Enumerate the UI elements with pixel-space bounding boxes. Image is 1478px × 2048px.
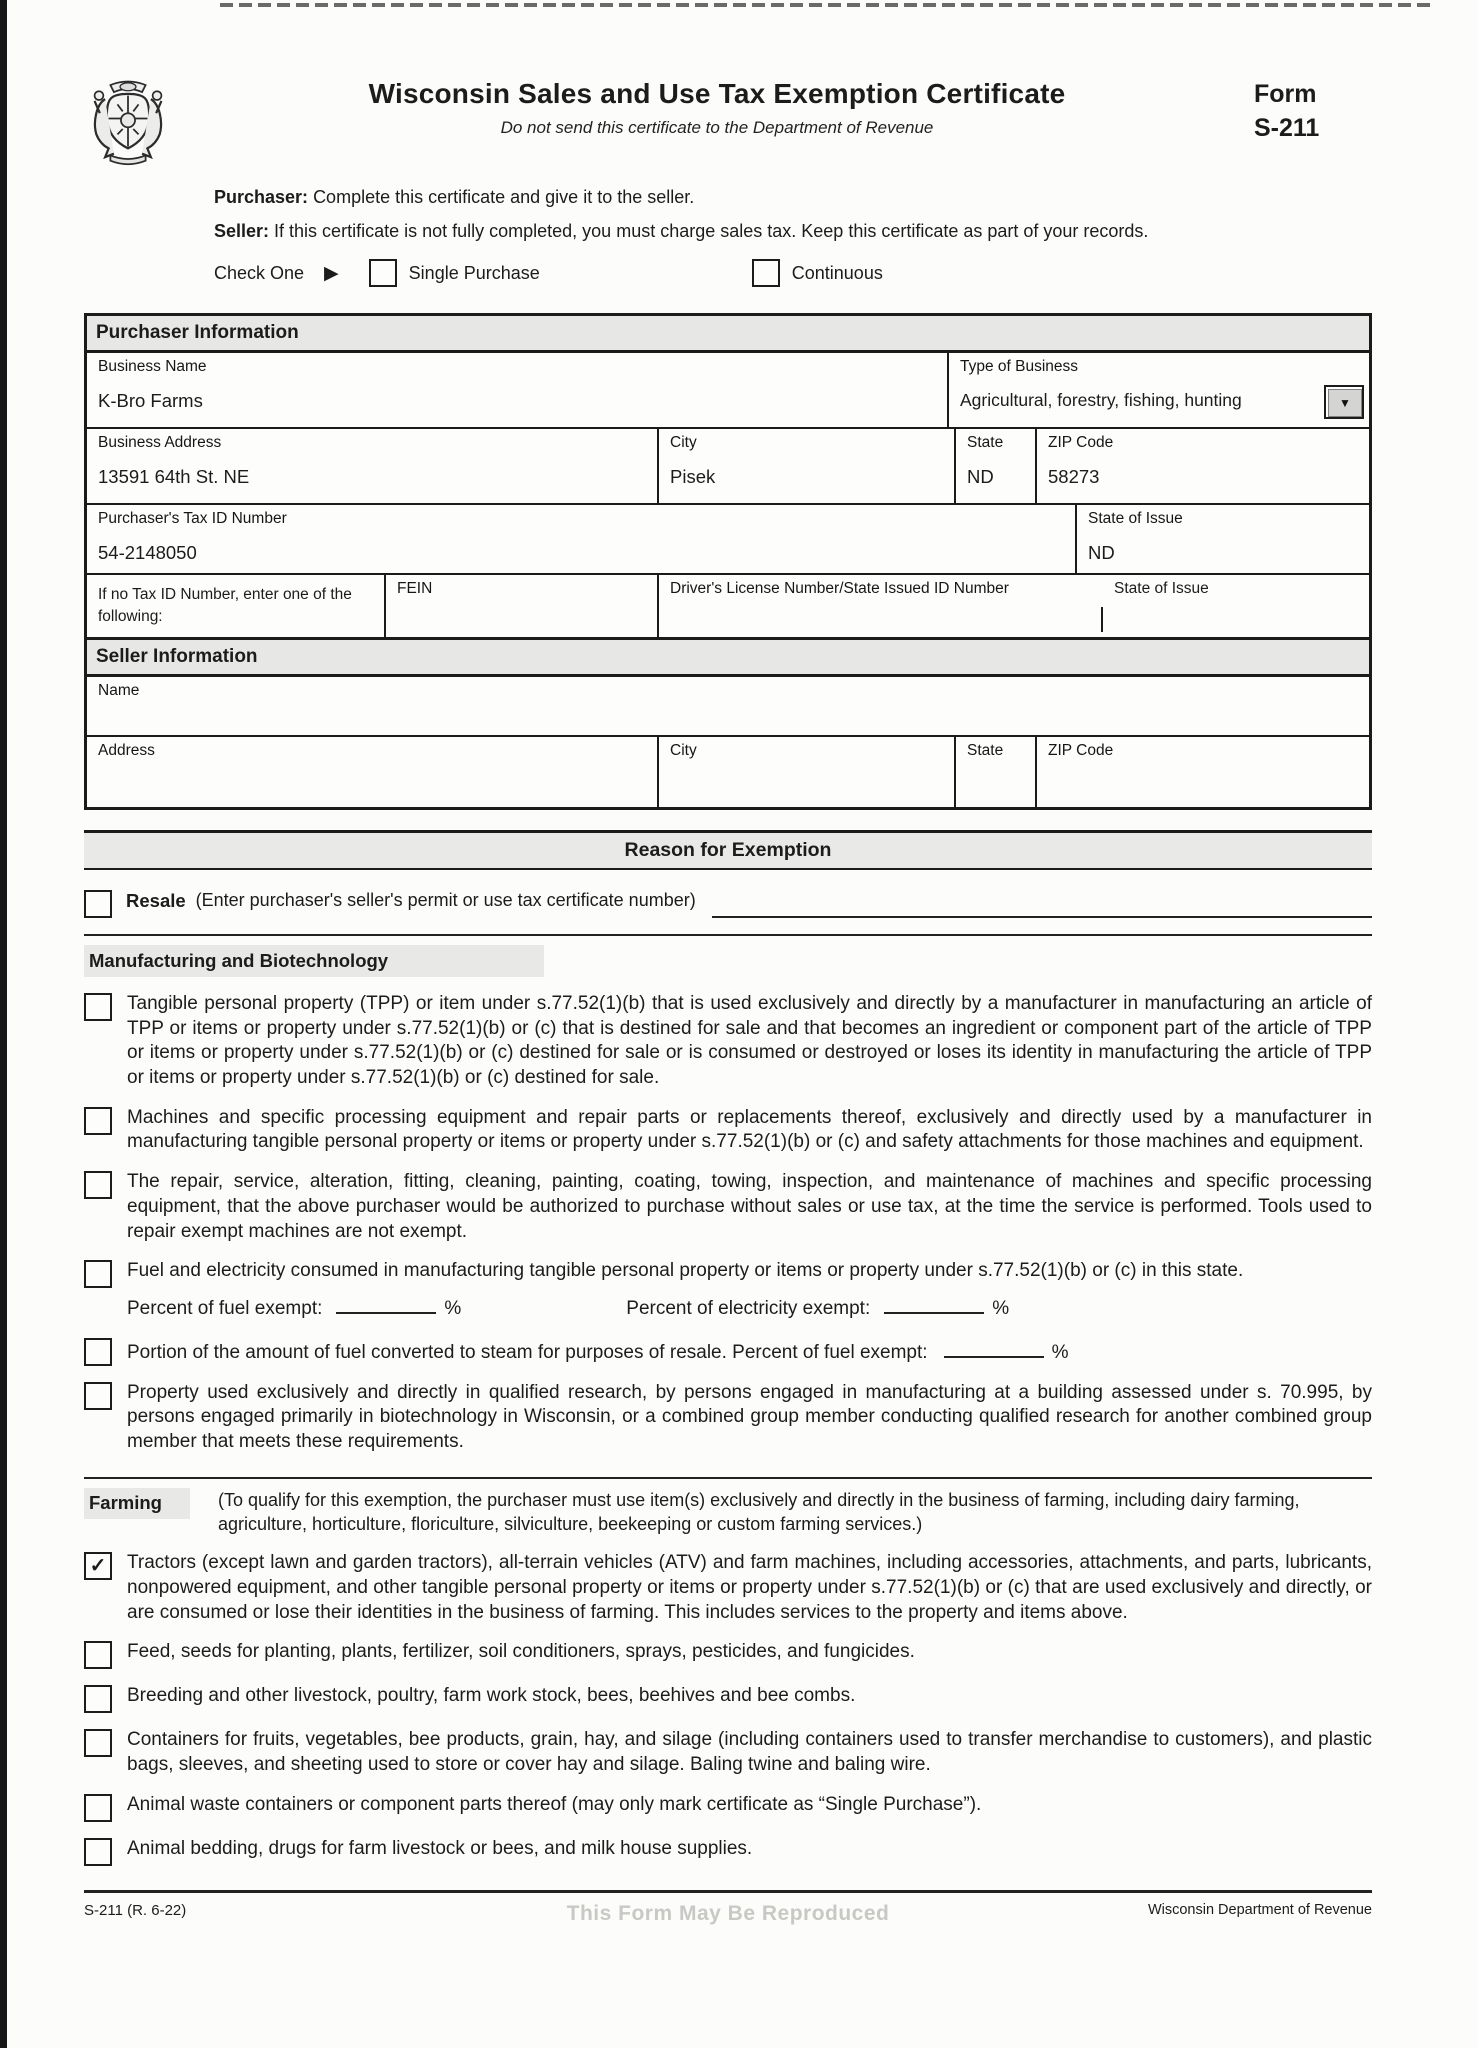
farming-item-checkbox-checked[interactable] — [84, 1552, 112, 1580]
tax-id-cell[interactable] — [87, 505, 1075, 573]
city-label: City — [670, 434, 697, 451]
manufacturing-item — [84, 992, 1372, 1091]
section-divider — [84, 934, 1372, 936]
state-cell[interactable] — [954, 429, 1035, 503]
zip-value[interactable]: 58273 — [1048, 466, 1100, 487]
manufacturing-item — [84, 1381, 1372, 1455]
checkmark: ✓ — [89, 1555, 107, 1578]
percent-fuel-blank[interactable] — [944, 1337, 1044, 1358]
manufacturing-item — [84, 1170, 1372, 1244]
seller-zip-label: ZIP Code — [1048, 742, 1114, 759]
type-of-business-cell — [947, 353, 1369, 427]
seller-name-label: Name — [98, 682, 140, 699]
seller-zip-cell[interactable] — [1035, 737, 1369, 807]
farming-item-checkbox[interactable] — [84, 1794, 112, 1822]
section-divider — [84, 1477, 1372, 1479]
manufacturing-item-checkbox[interactable] — [84, 1260, 112, 1288]
purchaser-information-table — [84, 313, 1372, 640]
table-row — [87, 429, 1369, 505]
farming-item — [84, 1837, 1372, 1866]
footer-reproduce-note: This Form May Be Reproduced — [566, 1901, 890, 1925]
purchaser-information-header: Purchaser Information — [87, 316, 1369, 353]
manufacturing-item — [84, 1259, 1372, 1321]
state-of-issue-label: State of Issue — [1088, 510, 1183, 527]
check-one-label: Check One — [214, 262, 305, 283]
seller-instruction-text: If this certificate is not fully completed, you must charge sales tax. Keep this certificate as part of your records. — [274, 221, 1149, 241]
city-value[interactable]: Pisek — [670, 466, 716, 487]
continuous-label: Continuous — [791, 262, 883, 283]
percent-fuel-label: Percent of fuel exempt: — [127, 1297, 323, 1319]
single-purchase-checkbox[interactable] — [369, 259, 397, 287]
seller-name-cell[interactable] — [87, 677, 1369, 735]
form-label: Form — [1254, 80, 1317, 108]
seller-state-cell[interactable] — [954, 737, 1035, 807]
instructions — [214, 187, 1372, 287]
purchaser-instruction-text: Complete this certificate and give it to the seller. — [313, 187, 695, 207]
business-name-cell[interactable] — [87, 353, 947, 427]
resale-label: Resale — [126, 890, 186, 911]
seller-state-label: State — [967, 742, 1004, 759]
dl-state-of-issue-label: State of Issue — [1114, 580, 1209, 597]
manufacturing-item-checkbox[interactable] — [84, 1382, 112, 1410]
business-address-cell[interactable] — [87, 429, 657, 503]
business-address-label: Business Address — [98, 434, 222, 451]
tax-id-value[interactable]: 54-2148050 — [98, 542, 197, 563]
fuel-electricity-text: Fuel and electricity consumed in manufacturing tangible personal property or items or property under s.77.52(1)(b) or (c) in this state. — [127, 1260, 1244, 1282]
reason-for-exemption-header: Reason for Exemption — [84, 830, 1372, 870]
farming-item — [84, 1640, 1372, 1669]
percent-sign: % — [1051, 1341, 1069, 1363]
farming-section-header-row — [84, 1488, 1372, 1537]
footer-agency: Wisconsin Department of Revenue — [1147, 1901, 1372, 1918]
state-of-issue-cell[interactable] — [1075, 505, 1369, 573]
farming-item-checkbox[interactable] — [84, 1685, 112, 1713]
fein-label: FEIN — [397, 580, 433, 597]
farming-intro-text: (To qualify for this exemption, the purchaser must use item(s) exclusively and directly in the business of farming, including dairy farming, agriculture, horticulture, floriculture, silviculture, beekeeping or custom farming services.) — [217, 1489, 1300, 1534]
table-row — [87, 353, 1369, 429]
resale-item — [84, 890, 1372, 918]
manufacturing-item-checkbox[interactable] — [84, 1338, 112, 1366]
state-label: State — [967, 434, 1004, 451]
seller-address-label: Address — [98, 742, 155, 759]
continuous-checkbox[interactable] — [752, 259, 780, 287]
percent-sign: % — [444, 1297, 462, 1319]
percent-electricity-blank[interactable] — [884, 1293, 984, 1314]
seller-city-label: City — [670, 742, 697, 759]
table-row — [87, 737, 1369, 807]
farming-section-header: Farming — [84, 1488, 190, 1519]
manufacturing-item-text — [127, 1337, 1372, 1366]
steam-resale-text: Portion of the amount of fuel converted to steam for purposes of resale. Percent of fuel exempt: — [127, 1341, 928, 1363]
type-of-business-value[interactable]: Agricultural, forestry, fishing, hunting — [960, 390, 1242, 410]
percent-electricity-label: Percent of electricity exempt: — [626, 1297, 871, 1319]
farming-item-checkbox[interactable] — [84, 1838, 112, 1866]
table-row — [87, 505, 1369, 575]
drivers-license-label: Driver's License Number/State Issued ID Number — [670, 580, 1009, 597]
zip-label: ZIP Code — [1048, 434, 1114, 451]
manufacturing-item-text — [127, 1259, 1372, 1321]
manufacturing-item-checkbox[interactable] — [84, 1171, 112, 1199]
farming-item-checkbox[interactable] — [84, 1641, 112, 1669]
farming-item-checkbox[interactable] — [84, 1729, 112, 1757]
manufacturing-item-text: Property used exclusively and directly in qualified research, by persons engaged in manufacturing at a building assessed under s. 70.995, by persons engaged primarily in biotechnology in Wisconsin, or a combined group member conducting qualified research for another combined group member that meets these requirements. — [127, 1381, 1372, 1452]
manufacturing-section-header: Manufacturing and Biotechnology — [84, 945, 544, 977]
single-purchase-label: Single Purchase — [408, 262, 540, 283]
type-of-business-dropdown[interactable] — [1324, 385, 1364, 419]
percent-sign: % — [992, 1297, 1010, 1319]
chevron-down-icon[interactable]: ▼ — [1328, 389, 1362, 417]
farming-item-text: Animal waste containers or component parts thereof (may only mark certificate as “Single Purchase”). — [127, 1793, 982, 1815]
farming-item — [84, 1793, 1372, 1822]
table-row — [87, 575, 1369, 637]
form-number: S-211 — [1254, 113, 1320, 142]
page-subtitle: Do not send this certificate to the Department of Revenue — [500, 118, 934, 137]
footer-form-code: S-211 (R. 6-22) — [84, 1901, 187, 1919]
farming-item-text: Breeding and other livestock, poultry, farm work stock, bees, beehives and bee combs. — [127, 1685, 856, 1707]
resale-checkbox[interactable] — [84, 890, 112, 918]
city-cell[interactable] — [657, 429, 954, 503]
state-of-issue-value[interactable]: ND — [1088, 542, 1115, 563]
form-number-block — [1254, 76, 1372, 173]
form-header — [84, 76, 1372, 173]
tax-id-label: Purchaser's Tax ID Number — [98, 510, 287, 527]
seller-address-cell[interactable] — [87, 737, 657, 807]
resale-permit-number-line[interactable] — [712, 890, 1372, 918]
table-row — [87, 677, 1369, 737]
farming-item-text: Feed, seeds for planting, plants, fertilizer, soil conditioners, sprays, pesticides, and fungicides. — [127, 1641, 915, 1663]
farming-item — [84, 1728, 1372, 1777]
percent-fuel-blank[interactable] — [336, 1293, 436, 1314]
scan-edge-artifact — [0, 0, 7, 2048]
seller-information-header: Seller Information — [87, 640, 1369, 677]
manufacturing-item-checkbox[interactable] — [84, 993, 112, 1021]
manufacturing-item-checkbox[interactable] — [84, 1107, 112, 1135]
farming-item — [84, 1551, 1372, 1625]
farming-item-text: Containers for fruits, vegetables, bee products, grain, hay, and silage (including containers used to transfer merchandise to customers), and plastic bags, sleeves, and sheeting used to store or cover hay and silage. Baling twine and baling wire. — [127, 1729, 1372, 1775]
farming-item-text: Tractors (except lawn and garden tractors), all-terrain vehicles (ATV) and farm machines, including accessories, attachments, and parts, lubricants, nonpowered equipment, and other tangible personal property or items or property under s.77.52(1)(b) or (c) that are used exclusively and directly, or are consumed or lose their identities in the business of farming. This includes services to the property and items above. — [127, 1552, 1372, 1623]
state-value[interactable]: ND — [967, 466, 994, 487]
no-tax-id-cell: If no Tax ID Number, enter one of the following: — [98, 586, 352, 626]
seller-instruction-label: Seller: — [214, 221, 270, 241]
wisconsin-coat-of-arms-icon — [84, 76, 180, 173]
manufacturing-item — [84, 1106, 1372, 1155]
manufacturing-item-text: Tangible personal property (TPP) or item under s.77.52(1)(b) that is used exclusively and directly by a manufacturer in manufacturing an article of TPP or items or property under s.77.52(1)(b) or (c) that is destined for sale and that becomes an ingredient or component part of the article of TPP or items or property under s.77.52(1)(b) or (c) destined for sale or is consumed or destroyed or loses its identity in manufacturing the article of TPP or items or property under s.77.52(1)(b) or (c) destined for sale. — [127, 993, 1372, 1089]
manufacturing-item-text: The repair, service, alteration, fitting, cleaning, painting, coating, towing, inspection, and maintenance of machines and specific processing equipment, that the above purchaser would be authorized to purchase without sales or use tax, at the time the service is performed. Tools used to repair exempt machines are not exempt. — [127, 1171, 1372, 1242]
zip-cell[interactable] — [1035, 429, 1369, 503]
cell-divider-tick — [1101, 607, 1103, 632]
form-footer — [84, 1890, 1372, 1926]
business-address-value[interactable]: 13591 64th St. NE — [98, 466, 250, 487]
arrow-right-icon: ▶ — [324, 262, 339, 284]
farming-item — [84, 1684, 1372, 1713]
seller-information-table — [84, 640, 1372, 810]
business-name-label: Business Name — [98, 358, 207, 375]
page-title: Wisconsin Sales and Use Tax Exemption Certificate — [368, 78, 1066, 109]
drivers-license-cell[interactable] — [657, 575, 1369, 637]
business-name-value[interactable]: K-Bro Farms — [98, 390, 203, 411]
purchaser-instruction-label: Purchaser: — [214, 187, 309, 207]
farming-item-text: Animal bedding, drugs for farm livestock or bees, and milk house supplies. — [127, 1837, 753, 1859]
resale-note: (Enter purchaser's seller's permit or use tax certificate number) — [195, 890, 696, 910]
manufacturing-item — [84, 1337, 1372, 1366]
manufacturing-item-text: Machines and specific processing equipment and repair parts or replacements thereof, exclusively and directly used by a manufacturer in manufacturing tangible personal property or items or property under s.77.52(1)(b) or (c) and safety attachments for those machines and equipment. — [127, 1106, 1372, 1153]
seller-city-cell[interactable] — [657, 737, 954, 807]
fein-cell[interactable] — [384, 575, 657, 637]
type-of-business-label: Type of Business — [960, 358, 1079, 375]
